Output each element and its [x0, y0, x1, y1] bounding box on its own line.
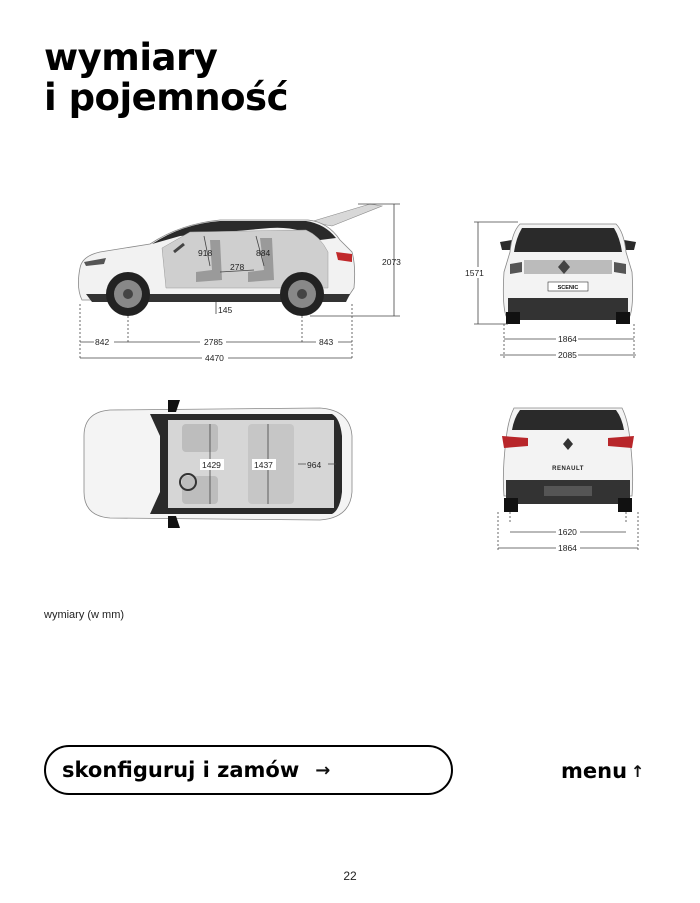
page-title-line1: wymiary [44, 36, 218, 79]
front-right-tyre [616, 312, 630, 324]
rear-right-tyre [618, 498, 632, 512]
left-taillight [502, 436, 528, 448]
open-tailgate [310, 204, 382, 226]
rear-cabin-width-label: 1437 [254, 460, 273, 470]
rear-left-tyre [504, 498, 518, 512]
page-title-line2: i pojemność [44, 76, 289, 119]
arrow-right-icon: → [315, 759, 331, 781]
front-headroom-label: 918 [198, 248, 213, 258]
side-view-diagram [70, 196, 420, 368]
rear-overhang-label: 843 [319, 337, 334, 347]
height-open-label: 2073 [382, 257, 401, 267]
configure-and-order-label: skonfiguruj i zamów [62, 758, 300, 782]
menu-link[interactable] [561, 757, 644, 785]
page-title [44, 38, 288, 118]
length-label: 4470 [205, 353, 224, 363]
dimensions-caption: wymiary (w mm) [44, 609, 125, 621]
front-view-diagram [460, 212, 660, 370]
front-overhang-label: 842 [95, 337, 110, 347]
front-bumper [508, 298, 628, 320]
rear-view-diagram [488, 400, 648, 562]
front-width-mirrors-label: 2085 [558, 350, 577, 360]
front-left-tyre [506, 312, 520, 324]
configure-and-order-button[interactable] [44, 745, 453, 795]
wheelbase-label: 2785 [204, 337, 223, 347]
page-number: 22 [343, 869, 357, 883]
menu-label: menu [561, 759, 628, 783]
front-width-label: 1864 [558, 334, 577, 344]
rear-headroom-label: 884 [256, 248, 271, 258]
ground-clearance-label: 145 [218, 305, 233, 315]
windshield [514, 228, 622, 252]
rear-window [512, 410, 624, 430]
front-badge: SCENIC [557, 285, 579, 291]
right-headlight [614, 262, 626, 274]
right-taillight [608, 436, 634, 448]
rear-brand: RENAULT [552, 466, 584, 472]
front-seat-left [182, 424, 218, 452]
top-view-diagram [70, 396, 360, 532]
front-cabin-width-label: 1429 [202, 460, 221, 470]
left-headlight [510, 262, 522, 274]
trunk-length-label: 964 [307, 460, 322, 470]
rear-legroom-label: 278 [230, 262, 245, 272]
arrow-up-icon: ↑ [631, 761, 645, 781]
front-height-label: 1571 [465, 268, 484, 278]
rear-track-label: 1620 [558, 527, 577, 537]
rear-width-label: 1864 [558, 543, 577, 553]
